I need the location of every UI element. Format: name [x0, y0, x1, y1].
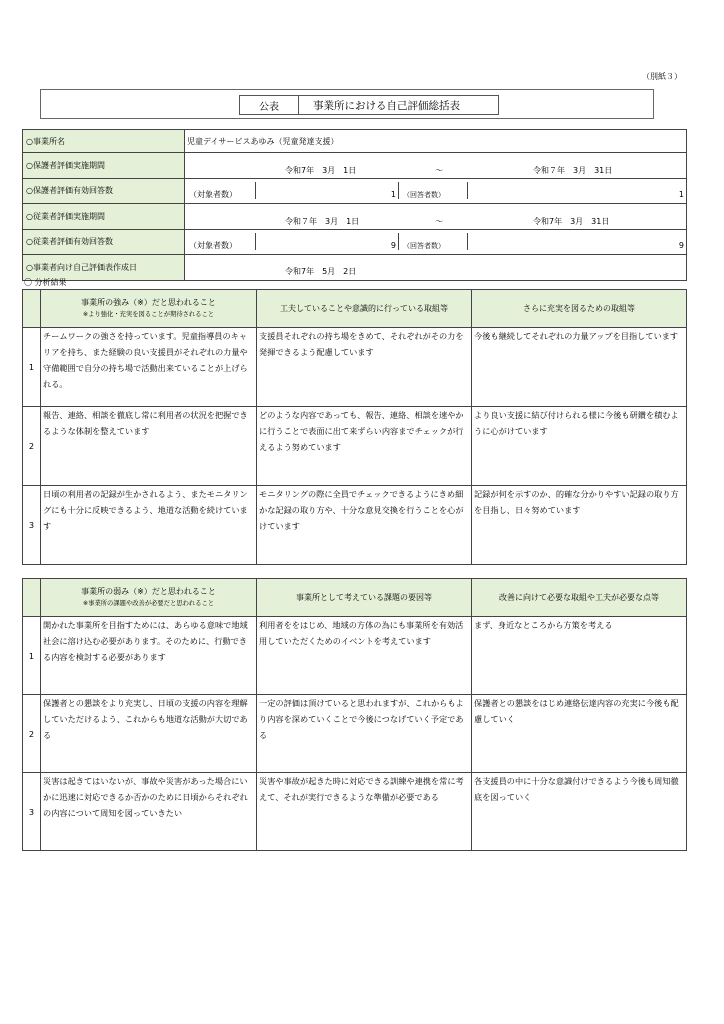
weaknesses-header-col3: 改善に向けて必要な取組や工夫が必要な点等 [472, 579, 687, 617]
info-table [22, 129, 687, 281]
guardian-target-label: （対象者数） [189, 190, 237, 200]
strength-effort-cell: モニタリングの際に全員でチェックできるようにきめ細かな記録の取り方や、十分な意見交換を行うことを心がけています [257, 486, 472, 565]
table-row [23, 695, 687, 773]
guardian-answer-value: 1 [467, 182, 686, 199]
table-row [23, 407, 687, 486]
strengths-header-col2: 工夫していることや意識的に行っている取組等 [257, 290, 472, 328]
staff-period-row [185, 204, 687, 230]
guardian-period-row [185, 153, 687, 179]
staff-count-row [185, 229, 687, 255]
weakness-improvement-cell: まず、身近なところから方策を考える [472, 617, 687, 695]
weakness-cell: 災害は起きてはいないが、事故や災害があった場合にいかに迅速に対応できるか否かのために日頃からそれぞれの内容について周知を図っていきたい [41, 773, 257, 851]
office-name-value: 児童デイサービスあゆみ（児童発達支援） [185, 130, 687, 153]
office-name-label: ○事業所名 [23, 130, 185, 153]
strengths-header-col3: さらに充実を図るための取組等 [472, 290, 687, 328]
guardian-period-label: ○保護者評価実施期間 [23, 153, 185, 179]
strength-further-cell: 今後も継続してそれぞれの力量アップを目指しています [472, 328, 687, 407]
row-number: 2 [23, 695, 41, 773]
table-row [23, 773, 687, 851]
title-frame [40, 89, 654, 119]
strengths-header-col1: 事業所の強み（※）だと思われること ※より強化・充実を図ることが期待されること [41, 290, 257, 328]
strength-effort-cell: 支援員それぞれの持ち場をきめて、それぞれがその力を発揮できるよう配慮しています [257, 328, 472, 407]
row-number: 3 [23, 773, 41, 851]
weakness-cause-cell: 災害や事故が起きた時に対応できる訓練や連携を常に考えて、それが実行できるような準備が必要である [257, 773, 472, 851]
table-row [23, 486, 687, 565]
strength-further-cell: より良い支援に結び付けられる様に今後も研鑽を積むように心がけています [472, 407, 687, 486]
weakness-improvement-cell: 保護者との懇談をはじめ連絡伝達内容の充実に今後も配慮していく [472, 695, 687, 773]
guardian-count-label: ○保護者評価有効回答数 [23, 178, 185, 204]
guardian-period-end: 令和７年 3月 31日 [533, 165, 613, 175]
weaknesses-header-col2: 事業所として考えている課題の要因等 [257, 579, 472, 617]
page-title: 事業所における自己評価総括表 [313, 99, 460, 112]
staff-period-label: ○従業者評価実施期間 [23, 204, 185, 230]
strengths-header-note: ※より強化・充実を図ることが期待されること [82, 310, 215, 318]
strength-effort-cell: どのような内容であっても、報告、連絡、相談を速やかに行うことで表面に出て来ずらい内容までチェックが行えるよう努めています [257, 407, 472, 486]
guardian-count-row [185, 178, 687, 204]
report-date-row [185, 255, 687, 281]
staff-period-end: 令和7年 3月 31日 [533, 216, 610, 226]
public-badge: 公表 [240, 96, 299, 114]
staff-period-sep: ～ [435, 216, 443, 226]
guardian-target-value: 1 [255, 182, 399, 199]
weaknesses-header-note: ※事業所の課題や改善が必要だと思われること [82, 599, 215, 607]
table-row [23, 328, 687, 407]
staff-answer-label: （回答者数） [403, 241, 445, 250]
staff-answer-value: 9 [467, 233, 686, 250]
guardian-period-sep: ～ [435, 165, 443, 175]
weaknesses-table [22, 578, 687, 851]
strengths-header-num [23, 290, 41, 328]
staff-count-label: ○従業者評価有効回答数 [23, 229, 185, 255]
appendix-label: （別紙３） [642, 72, 682, 81]
staff-target-value: 9 [255, 233, 399, 250]
row-number: 1 [23, 617, 41, 695]
row-number: 1 [23, 328, 41, 407]
staff-target-label: （対象者数） [189, 241, 237, 251]
weakness-cell: 保護者との懇談をより充実し、日頃の支援の内容を理解していただけるよう、これからも地道な活動が大切である [41, 695, 257, 773]
report-date-value: 令和7年 5月 2日 [285, 266, 357, 276]
guardian-answer-label: （回答者数） [403, 190, 445, 199]
guardian-period-start: 令和7年 3月 1日 [285, 165, 357, 175]
staff-period-start: 令和７年 3月 1日 [285, 216, 360, 226]
strength-cell: 日頃の利用者の記録が生かされるよう、またモニタリングにも十分に反映できるよう、地道な活動を続けています [41, 486, 257, 565]
weakness-cause-cell: 一定の評価は頂けていると思われますが、これからもより内容を深めていくことで今後につなげていく予定である [257, 695, 472, 773]
weakness-cause-cell: 利用者ををはじめ、地域の方体の為にも事業所を有効活用していただくためのイベントを考えています [257, 617, 472, 695]
weakness-cell: 開かれた事業所を目指すためには、あらゆる意味で地域社会に溶け込む必要があります。そのために、行動できる内容を検討する必要があります [41, 617, 257, 695]
row-number: 2 [23, 407, 41, 486]
weaknesses-header-num [23, 579, 41, 617]
report-date-label: ○事業者向け自己評価表作成日 [23, 255, 185, 281]
analysis-section-label: 〇 分析結果 [24, 278, 67, 287]
weaknesses-header-col1: 事業所の弱み（※）だと思われること ※事業所の課題や改善が必要だと思われること [41, 579, 257, 617]
title-inner-box [239, 95, 499, 115]
row-number: 3 [23, 486, 41, 565]
strength-cell: 報告、連絡、相談を徹底し常に利用者の状況を把握できるような体制を整えています [41, 407, 257, 486]
strength-further-cell: 記録が何を示すのか、的確な分かりやすい記録の取り方を目指し、日々努めています [472, 486, 687, 565]
table-row [23, 617, 687, 695]
strengths-table [22, 289, 687, 565]
weakness-improvement-cell: 各支援員の中に十分な意識付けできるよう今後も周知徹底を図っていく [472, 773, 687, 851]
strength-cell: チームワークの強さを持っています。児童指導員のキャリアを持ち、また経験の良い支援員がそれぞれの力量や守備範囲で自分の持ち場で活動出来ていることが上げられる。 [41, 328, 257, 407]
